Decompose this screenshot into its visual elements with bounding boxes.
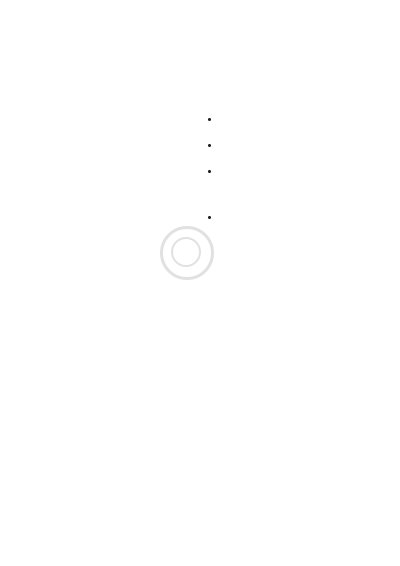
uncertainty-factor-list [198,116,368,232]
list-item [198,142,368,166]
bullet-marker [208,118,211,121]
paragraph-defining-boundaries [198,236,368,270]
paragraph-percentile [198,42,368,56]
bullet-marker [208,144,211,147]
list-item [198,116,368,140]
paragraph-significant-limitation [198,274,368,396]
bullet-marker [208,170,211,173]
paragraph-manual-specification [198,400,368,526]
paragraph-prior-work [198,530,368,542]
paragraph-conjunction-events [36,42,206,126]
right-column [198,42,368,542]
paragraph-discretization [198,60,368,112]
left-column [36,42,206,542]
watermark-seal [160,226,214,280]
list-item [198,168,368,212]
paragraph-gsoc-database [36,358,206,542]
list-item [198,214,368,232]
bullet-marker [208,216,211,219]
